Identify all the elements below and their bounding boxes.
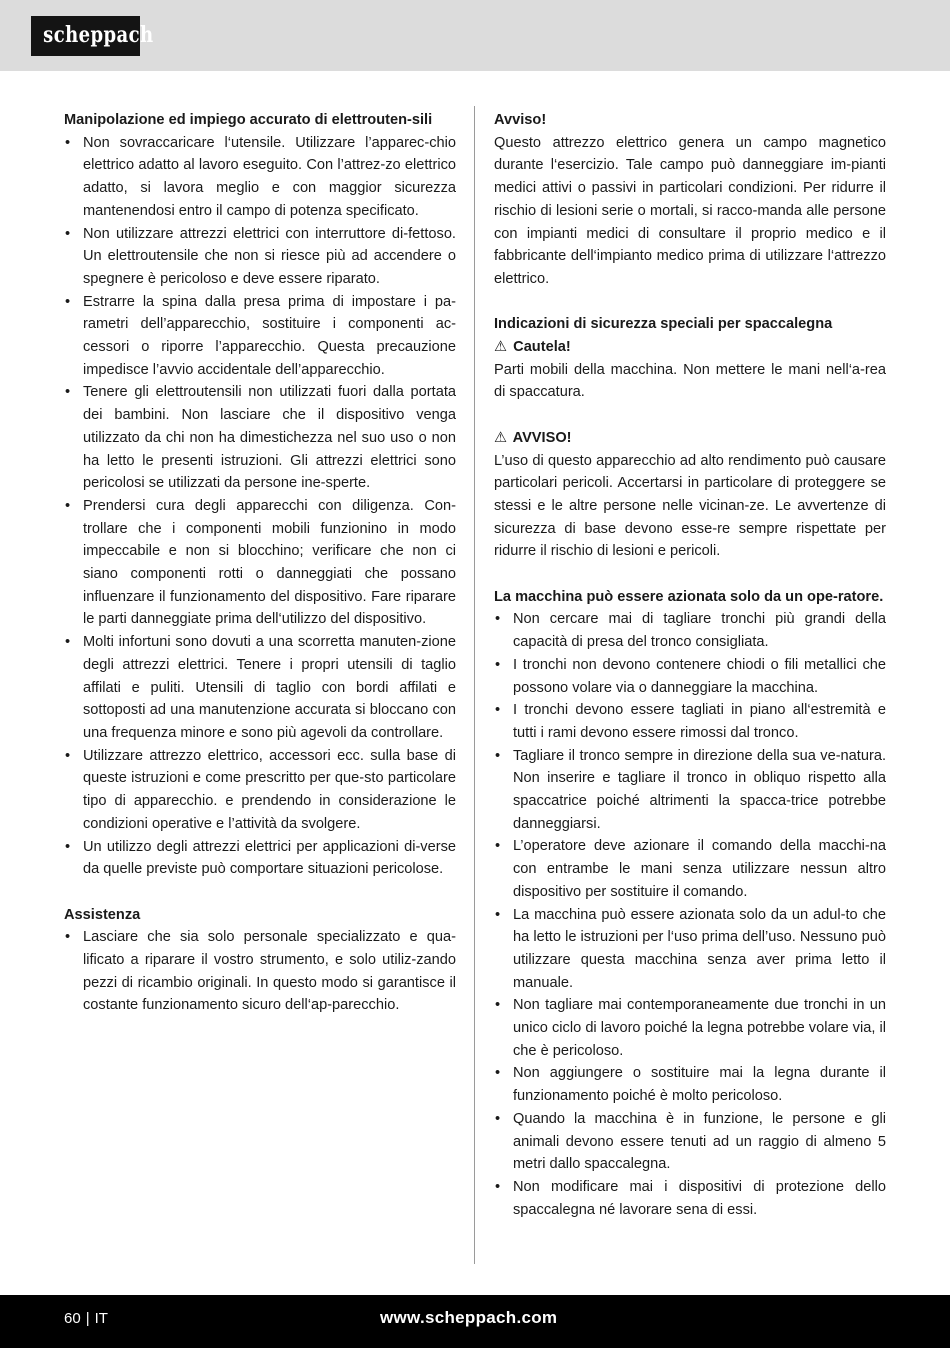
left-column — [64, 109, 456, 1017]
operator-heading: La macchina può essere azionata solo da un ope-ratore. — [494, 588, 884, 605]
list-item: • Utilizzare attrezzo elettrico, accessori ecc. sulla base di queste istruzioni e come prescritto per que-sto particolare tipo di apparecchio. e prendendo in considerazione le condizioni operative e l’attività da svolgere. — [64, 745, 456, 836]
list-item: • Non tagliare mai contemporaneamente due tronchi in un unico ciclo di lavoro poiché la legna potrebbe volare via, il che è pericoloso. — [494, 994, 886, 1062]
special-safety-heading: Indicazioni di sicurezza speciali per spaccalegna — [494, 316, 833, 333]
list-item: • Non modificare mai i dispositivi di protezione dello spaccalegna né lavorare sena di essi. — [494, 1176, 886, 1221]
list-item: • I tronchi devono essere tagliati in piano all‘estremità e tutti i rami devono essere rimossi dal tronco. — [494, 699, 886, 744]
list-item: • Non cercare mai di tagliare tronchi più grandi della capacità di presa del tronco consigliata. — [494, 608, 886, 653]
list-item: • Prendersi cura degli apparecchi con diligenza. Con-trollare che i componenti mobili funzionino in modo impeccabile e non si blocchino; verificare che non ci siano componenti rotti o danneggiati che possano influenzare il funzionamento del dispositivo. Fare riparare le parti danneggiate prima dell‘utilizzo del dispositivo. — [64, 495, 456, 631]
footer-bar — [0, 1295, 950, 1348]
list-item: • Lasciare che sia solo personale specializzato e qua-lificato a riparare il vostro strumento, e solo utiliz-zando pezzi di ricambio originali. In questo modo si garantisce il costante funzionamento sicuro dell‘ap-parecchio. — [64, 926, 456, 1017]
warning-triangle-icon: ⚠ — [494, 339, 508, 356]
notice-heading: Avviso! — [494, 112, 547, 128]
list-item: • Molti infortuni sono dovuti a una scorretta manuten-zione degli attrezzi elettrici. Tenere i propri utensili di taglio affilati e puliti. Utensili di taglio con bordi affilati e sottoposti ad una manutenzione accurata si bloccano con una frequenza minore e sono più agevoli da controllare. — [64, 631, 456, 745]
service-list — [64, 926, 456, 1017]
website-link[interactable]: www.scheppach.com — [380, 1308, 558, 1327]
caution-heading: ⚠ Cautela! — [494, 339, 571, 356]
list-item: • Non utilizzare attrezzi elettrici con interruttore di-fettoso. Un elettroutensile che non si riesce più ad accendere o spegnere è pericoloso e deve essere riparato. — [64, 223, 456, 291]
list-item: • L’operatore deve azionare il comando della macchi-na con entrambe le mani senza utilizzare nessun altro dispositivo per sostituire il comando. — [494, 835, 886, 903]
list-item: • La macchina può essere azionata solo da un adul-to che ha letto le istruzioni per l‘uso prima dell’uso. Nessuno può utilizzare questa macchina senza aver prima letto il manuale. — [494, 904, 886, 995]
handling-list — [64, 132, 456, 881]
caution-text: Parti mobili della macchina. Non mettere le mani nell‘a-rea di spaccatura. — [494, 361, 886, 401]
page-number: 60 | IT — [64, 1310, 108, 1327]
notice-text: Questo attrezzo elettrico genera un campo magnetico durante l‘esercizio. Tale campo può danneggiare im-pianti medici attivi o passivi in particolari condizioni. Per ridurre il rischio di lesioni serie o mortali, si racco-manda alle persone con impianti medici di consultare il proprio medico e il fabbricante dell‘impianto medico prima di utilizzare l‘attrezzo elettrico. — [494, 134, 886, 287]
list-item: • Tenere gli elettroutensili non utilizzati fuori dalla portata dei bambini. Non lasciare che il dispositivo venga utilizzato da chi non ha dimestichezza nel suo uso o non ha letto le presenti istruzioni. Gli attrezzi elettrici sono pericolosi se utilizzati da persone ine-sperte. — [64, 381, 456, 495]
operator-list — [494, 608, 886, 1221]
list-item: • I tronchi non devono contenere chiodi o fili metallici che possono volare via o danneggiare la macchina. — [494, 654, 886, 699]
list-item: • Non aggiungere o sostituire mai la legna durante il funzionamento poiché è molto pericoloso. — [494, 1062, 886, 1107]
list-item: • Estrarre la spina dalla presa prima di impostare i pa-rametri dell’apparecchio, sostituire i componenti ac-cessori o riporre l’apparecchio. Questa precauzione impedisce l’avvio accidentale dell’apparecchio. — [64, 291, 456, 382]
warning-triangle-icon: ⚠ — [494, 429, 508, 446]
header-bar — [0, 0, 950, 71]
right-column — [494, 109, 886, 1221]
list-item: • Un utilizzo degli attrezzi elettrici per applicazioni di-verse da quelle previste può comportare situazioni pericolose. — [64, 836, 456, 881]
warning-text: L’uso di questo apparecchio ad alto rendimento può causare particolari pericoli. Accertarsi in particolare di proteggere se stessi e le altre persone nelle vicinan-ze. Le avvertenze di sicurezza di base devono esse-re sempre rispettate per ridurre il rischio di lesioni e pericoli. — [494, 452, 886, 560]
brand-logo: scheppach — [31, 16, 140, 56]
list-item: • Quando la macchina è in funzione, le persone e gli animali devono essere tenuti ad un raggio di almeno 5 metri dallo spaccalegna. — [494, 1108, 886, 1176]
section-heading-handling: Manipolazione ed impiego accurato di elettrouten-sili — [64, 112, 433, 128]
column-divider — [474, 106, 475, 1264]
section-heading-service: Assistenza — [64, 906, 141, 923]
list-item: • Non sovraccaricare l‘utensile. Utilizzare l’apparec-chio elettrico adatto al lavoro eseguito. Con l’attrez-zo elettrico adatto, si lavora meglio e con maggior sicurezza mantenendosi entro il campo di potenza specificato. — [64, 132, 456, 223]
warning-heading: ⚠ AVVISO! — [494, 429, 572, 446]
list-item: • Tagliare il tronco sempre in direzione della sua ve-natura. Non inserire e tagliare il tronco in obliquo rispetto alla spaccatrice poiché altrimenti la spacca-trice potrebbe danneggiarsi. — [494, 745, 886, 836]
